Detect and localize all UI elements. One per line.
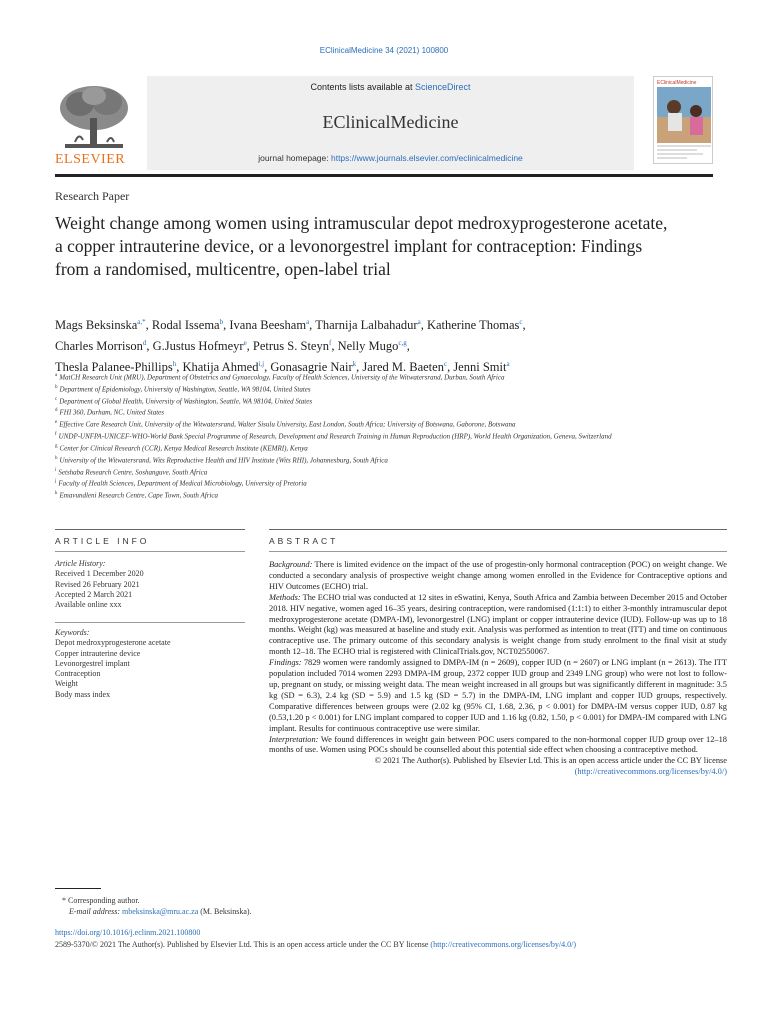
affiliation-key: e xyxy=(55,420,58,426)
author[interactable] xyxy=(152,318,229,332)
abstract-section-text: The ECHO trial was conducted at 12 sites in eSwatini, Kenya, South Africa and Zambia between December 2015 and October 2018. HIV negative, women aged 16–35 years, desiring contraception, were randomised (1:1:1) to either 3-monthly intramuscular depot medroxyprogesterone acetate (DMPA-IM), levonorgestrel (LNG) implant or copper intrauterine device (IUD). Follow-up was up to 18 months. Weight (kg) was measured at baseline and study exit. Analysis was performed as intention to treat (ITT) and time on continuous contraceptive use. The primary outcome of this secondary analysis is weight change from study enrolment to the final visit at study month 12–18. The ECHO trial is registered with ClinicalTrials.gov, NCT02550067. xyxy=(269,592,727,657)
author-affiliation-mark[interactable]: c xyxy=(443,360,448,369)
keywords-block xyxy=(55,628,245,700)
affiliation-list xyxy=(55,371,645,501)
abstract-section-text: There is limited evidence on the impact of the use of progestin-only hormonal contraception (POC) on weight change. We conducted a secondary analysis of prospective weight change among women enrolled in the Evidence for Contraceptive options and HIV Outcomes (ECHO) trial. xyxy=(269,560,727,591)
contents-line xyxy=(147,82,634,92)
abstract-body xyxy=(269,560,727,778)
license-link[interactable]: (http://creativecommons.org/licenses/by/4.0/) xyxy=(574,767,727,777)
sciencedirect-link[interactable]: ScienceDirect xyxy=(415,82,471,92)
issn-license-link[interactable]: (http://creativecommons.org/licenses/by/4.0/) xyxy=(430,940,577,949)
author[interactable] xyxy=(253,339,338,353)
author-name: Mags Beksinska xyxy=(55,318,138,333)
affiliation xyxy=(55,466,645,478)
affiliation xyxy=(55,430,645,442)
author-name: Jenni Smit xyxy=(453,360,507,375)
affiliation-key: j xyxy=(55,479,57,485)
journal-reference[interactable]: EClinicalMedicine 34 (2021) 100800 xyxy=(319,46,449,55)
corresponding-author-text: Corresponding author. xyxy=(68,896,140,905)
author-separator: , xyxy=(522,318,526,333)
homepage-line xyxy=(147,153,634,163)
author-name: Nelly Mugo xyxy=(337,339,399,354)
abstract-subrule xyxy=(269,551,727,552)
history-list xyxy=(55,569,245,610)
affiliation-text: Faculty of Health Sciences, Department of Medical Microbiology, University of Pretoria xyxy=(58,479,307,488)
elsevier-wordmark[interactable]: ELSEVIER xyxy=(55,152,126,167)
author-name: Thesla Palanee-Phillips xyxy=(55,360,173,375)
affiliation-key: i xyxy=(55,467,57,473)
abstract-section-label: Methods: xyxy=(269,592,301,602)
abstract-rule xyxy=(269,529,727,530)
author-separator: , xyxy=(331,339,338,354)
affiliation-key: b xyxy=(55,384,58,390)
homepage-prefix: journal homepage: xyxy=(258,153,331,163)
author[interactable] xyxy=(338,339,410,353)
author-affiliation-mark[interactable]: f xyxy=(328,339,332,348)
author-name: Gonasagrie Nair xyxy=(270,360,353,375)
cover-image-icon xyxy=(654,77,713,164)
author-separator: , xyxy=(145,318,152,333)
affiliation-key: k xyxy=(55,491,58,497)
author-name: Ivana Beesham xyxy=(229,318,307,333)
author-affiliation-mark[interactable]: k xyxy=(352,360,357,369)
author[interactable] xyxy=(153,339,253,353)
corresponding-mark: * xyxy=(62,896,66,905)
abstract-section-label: Background: xyxy=(269,560,313,569)
affiliation-text: Center for Clinical Research (CCR), Kenya Medical Research Institute (KEMRI), Kenya xyxy=(59,444,308,453)
author-affiliation-mark[interactable]: a xyxy=(306,318,310,326)
author-list xyxy=(55,313,715,376)
abstract-section xyxy=(269,593,727,658)
author[interactable] xyxy=(55,339,153,353)
keyword[interactable]: Weight xyxy=(55,679,78,689)
author-affiliation-mark[interactable]: a xyxy=(417,318,421,326)
author-name: Charles Morrison xyxy=(55,339,143,354)
author-name: Jared M. Baeten xyxy=(362,360,444,375)
history-item: Accepted 2 March 2021 xyxy=(55,589,133,599)
contents-prefix: Contents lists available at xyxy=(310,82,416,92)
article-info-subrule xyxy=(55,551,245,552)
author-name: G.Justus Hofmeyr xyxy=(152,339,244,354)
author-affiliation-mark[interactable]: c xyxy=(519,318,523,326)
author[interactable] xyxy=(55,318,152,332)
author-separator: , xyxy=(406,339,410,354)
footnote-rule xyxy=(55,888,101,889)
keywords-rule xyxy=(55,622,245,623)
keyword[interactable]: Depot medroxyprogesterone acetate xyxy=(55,638,171,648)
affiliation-key: a xyxy=(55,373,58,378)
history-item: Available online xxx xyxy=(55,600,122,610)
affiliation-key: f xyxy=(55,432,57,438)
author-name: Rodal Issema xyxy=(151,318,220,333)
doi-link[interactable]: https://doi.org/10.1016/j.eclinm.2021.100800 xyxy=(55,928,201,937)
email-line xyxy=(62,906,662,917)
affiliation xyxy=(55,383,645,395)
elsevier-tree-logo xyxy=(55,82,133,152)
author[interactable] xyxy=(229,318,315,332)
affiliation-text: Emavundleni Research Centre, Cape Town, South Africa xyxy=(59,491,219,500)
affiliation xyxy=(55,395,645,407)
article-type: Research Paper xyxy=(55,189,130,203)
affiliation-key: h xyxy=(55,455,58,461)
abstract-heading: ABSTRACT xyxy=(269,536,339,546)
author-separator: , xyxy=(146,339,153,354)
copyright-line xyxy=(269,756,727,778)
author-affiliation-mark[interactable]: c,g xyxy=(398,339,407,348)
author-separator: , xyxy=(223,318,230,333)
history-item: Revised 26 February 2021 xyxy=(55,579,140,589)
author-affiliation-mark[interactable]: e xyxy=(243,339,247,348)
affiliation xyxy=(55,418,645,430)
keyword[interactable]: Levonorgestrel implant xyxy=(55,658,130,668)
author[interactable] xyxy=(427,318,526,332)
affiliation-key: d xyxy=(55,408,58,414)
affiliation-text: MatCH Research Unit (MRU), Department of Obstetrics and Gynaecology, Faculty of Health Sciences, University of the Witwatersrand, Durban, South Africa xyxy=(59,373,505,382)
affiliation-text: University of the Witwatersrand, Wits Reproductive Health and HIV Institute (Wits RHI), Johannesburg, South Africa xyxy=(59,456,388,465)
article-history xyxy=(55,559,245,610)
masthead-banner xyxy=(147,76,634,170)
author-affiliation-mark[interactable]: a xyxy=(506,360,510,369)
abstract-section-label: Findings: xyxy=(269,658,302,668)
author-affiliation-mark[interactable]: b xyxy=(219,318,224,326)
author-separator: , xyxy=(246,339,253,354)
author-separator: , xyxy=(420,318,427,333)
abstract-section-label: Interpretation: xyxy=(269,734,319,744)
corresponding-author-note xyxy=(62,895,662,906)
issn-line xyxy=(55,940,576,949)
author-name: Petrus S. Steyn xyxy=(252,339,329,354)
affiliation-key: g xyxy=(55,443,58,449)
keywords-label: Keywords: xyxy=(55,628,90,637)
abstract-section xyxy=(269,658,727,734)
abstract-section-text: We found differences in weight gain between POC users compared to the non-hormonal copper IUD group over 12–18 months of use. Women using POCs should be counselled about this potential side effect when choosing a contraceptive method. xyxy=(269,734,727,755)
footnote xyxy=(62,895,662,917)
abstract-sections xyxy=(269,560,727,756)
email-suffix: (M. Beksinska). xyxy=(198,907,252,916)
author-affiliation-mark[interactable]: i,j xyxy=(258,360,265,369)
issn-text: 2589-5370/© 2021 The Author(s). Published by Elsevier Ltd. This is an open access article under the CC BY license xyxy=(55,940,431,949)
affiliation xyxy=(55,454,645,466)
journal-title: EClinicalMedicine xyxy=(322,112,459,132)
cover-title: EClinicalMedicine xyxy=(657,80,697,86)
masthead-rule xyxy=(55,174,713,177)
email-link[interactable]: mbeksinska@mru.ac.za xyxy=(122,907,199,916)
keyword[interactable]: Contraception xyxy=(55,669,101,679)
affiliation-text: Department of Global Health, University of Washington, Seattle, WA 98104, United States xyxy=(59,396,313,405)
keyword[interactable]: Copper intrauterine device xyxy=(55,648,141,658)
author-affiliation-mark[interactable]: h xyxy=(172,360,177,369)
article-info-rule xyxy=(55,529,245,530)
affiliation xyxy=(55,442,645,454)
affiliation xyxy=(55,371,645,383)
journal-cover-thumbnail[interactable] xyxy=(653,76,713,164)
author-name: Tharnija Lalbahadur xyxy=(315,318,418,333)
article-title: Weight change among women using intramuscular depot medroxyprogesterone acetate, a copper intrauterine device, or a levonorgestrel implant for contraception: Findings from a randomised, multicentre, open-label trial xyxy=(55,213,668,279)
email-label: E-mail address: xyxy=(69,907,121,916)
affiliation-key: c xyxy=(55,396,58,402)
history-item: Received 1 December 2020 xyxy=(55,569,144,579)
masthead xyxy=(55,76,713,174)
affiliation xyxy=(55,406,645,418)
keyword[interactable]: Body mass index xyxy=(55,689,111,699)
abstract-section xyxy=(269,735,727,757)
keyword-list xyxy=(55,638,245,700)
affiliation-text: Effective Care Research Unit, University of the Witwatersrand, Walter Sisulu University, East London, South Africa; University of Botswana, Gaborone, Botswana xyxy=(59,420,516,429)
author[interactable] xyxy=(315,318,427,332)
affiliation xyxy=(55,477,645,489)
affiliation-text: FHI 360, Durham, NC, United States xyxy=(59,408,164,417)
affiliation-text: UNDP-UNFPA-UNICEF-WHO-World Bank Special Programme of Research, Development and Research Training in Human Reproduction (HRP), World Health Organization, Geneva, Switzerland xyxy=(58,432,612,441)
history-label: Article History: xyxy=(55,559,106,568)
author-affiliation-mark[interactable]: a,* xyxy=(137,318,146,326)
abstract-section-text: 7829 women were randomly assigned to DMPA-IM (n = 2609), copper IUD (n = 2607) or LNG implant (n = 2613). The ITT population included 7014 women 2293 DMPA-IM group, 2372 copper IUD group and 2349 LNG group) who were not lost to follow-up, pregnant on study, or missing weight data. The mean weight increased in all groups but was significantly different in magnitude: 3.5 kg (SD = 6.3), 2.4 kg (SD = 5.9) and 1.5 kg (SD = 5.7) in the DMPA-IM, LNG implant and copper IUD groups, respectively. Comparative differences between groups were (2.02 kg (95% CI, 1.68, 2.36, p < 0.001) for DMPA-IM versus copper IUD, 0.87 kg (0.53,1.20 p < 0.001) for LNG implant compared to copper IUD and 1.16 kg (0.82, 1.50, p < 0.001) for DMPA-IM compared with LNG implant. Results for continuous contraceptive use were similar. xyxy=(269,658,727,733)
affiliation-text: Department of Epidemiology, University of Washington, Seattle, WA 98104, United States xyxy=(59,385,311,394)
author-separator: , xyxy=(309,318,316,333)
author-separator: , xyxy=(356,360,363,375)
author-separator: , xyxy=(176,360,183,375)
homepage-link[interactable]: https://www.journals.elsevier.com/eclinicalmedicine xyxy=(330,153,523,163)
author-separator: , xyxy=(264,360,271,375)
author-name: Khatija Ahmed xyxy=(182,360,259,375)
copyright-text: © 2021 The Author(s). Published by Elsevier Ltd. This is an open access article under the CC BY license xyxy=(374,756,727,766)
affiliation-text: Setshaba Research Centre, Soshanguve, South Africa xyxy=(58,467,208,476)
article-info-heading: ARTICLE INFO xyxy=(55,536,150,546)
abstract-section xyxy=(269,560,727,593)
author-affiliation-mark[interactable]: d xyxy=(142,339,147,348)
author-separator: , xyxy=(447,360,454,375)
author-name: Katherine Thomas xyxy=(426,318,520,333)
affiliation xyxy=(55,489,645,501)
